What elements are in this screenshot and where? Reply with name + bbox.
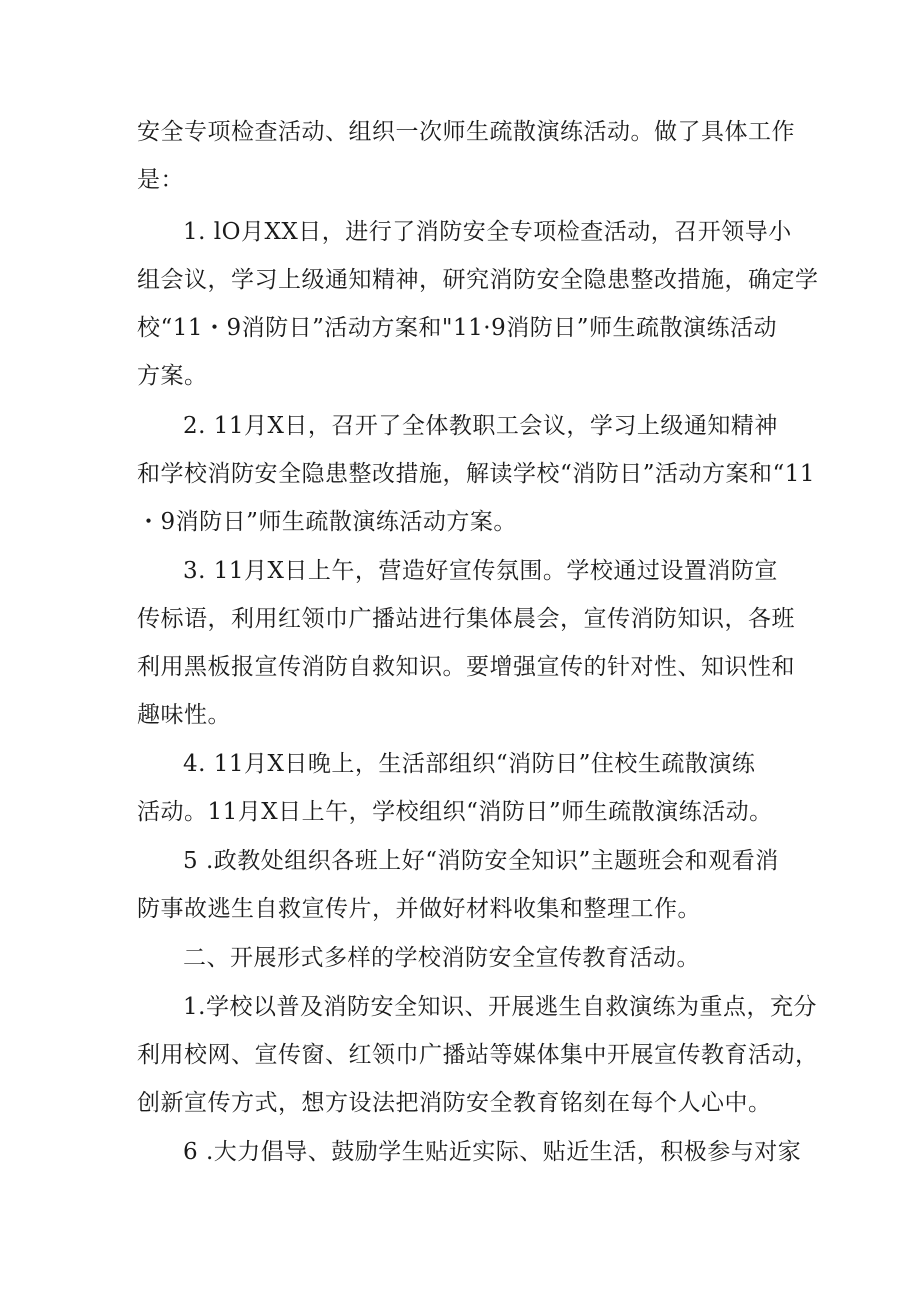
text-line: 活动。11月X日上午，学校组织“消防日”师生疏散演练活动。 <box>137 799 773 825</box>
paragraph-first-line: 1. lO月XX日，进行了消防安全专项检查活动，召开领导小 <box>183 219 792 245</box>
text-line: 创新宣传方式，想方设法把消防安全教育铭刻在每个人心中。 <box>137 1090 772 1116</box>
text-line: 利用黑板报宣传消防自救知识。要增强宣传的针对性、知识性和 <box>137 654 795 680</box>
text-line: ・9消防日”师生疏散演练活动方案。 <box>137 509 517 535</box>
text-line: 是： <box>137 167 184 193</box>
section-heading: 二、开展形式多样的学校消防安全宣传教育活动。 <box>183 945 700 971</box>
text-line: 安全专项检查活动、组织一次师生疏散演练活动。做了具体工作 <box>137 119 795 145</box>
text-line: 组会议，学习上级通知精神，研究消防安全隐患整改措施，确定学 <box>137 267 819 293</box>
text-line: 方案。 <box>137 363 208 389</box>
text-line: 利用校网、宣传窗、红领巾广播站等媒体集中开展宣传教育活动， <box>137 1042 819 1068</box>
text-line: 和学校消防安全隐患整改措施，解读学校“消防日”活动方案和“11 <box>137 461 816 487</box>
text-line: 校“11・9消防日”活动方案和"11·9消防日”师生疏散演练活动 <box>137 315 777 341</box>
paragraph-first-line: 2. 11月X日，召开了全体教职工会议，学习上级通知精神 <box>183 413 778 439</box>
paragraph-first-line: 4. 11月X日晚上，生活部组织“消防日”住校生疏散演练 <box>183 751 756 777</box>
paragraph-first-line: 1.学校以普及消防安全知识、开展逃生自救演练为重点，充分 <box>183 994 817 1020</box>
text-line: 趣味性。 <box>137 702 231 728</box>
text-line: 防事故逃生自救宣传片，并做好材料收集和整理工作。 <box>137 896 701 922</box>
text-line: 传标语，利用红领巾广播站进行集体晨会，宣传消防知识，各班 <box>137 606 795 632</box>
paragraph-first-line: 6 .大力倡导、鼓励学生贴近实际、贴近生活，积极参与对家 <box>183 1139 802 1165</box>
paragraph-first-line: 3. 11月X日上午，营造好宣传氛围。学校通过设置消防宣 <box>183 558 778 584</box>
paragraph-first-line: 5 .政教处组织各班上好“消防安全知识”主题班会和观看消 <box>183 848 779 874</box>
